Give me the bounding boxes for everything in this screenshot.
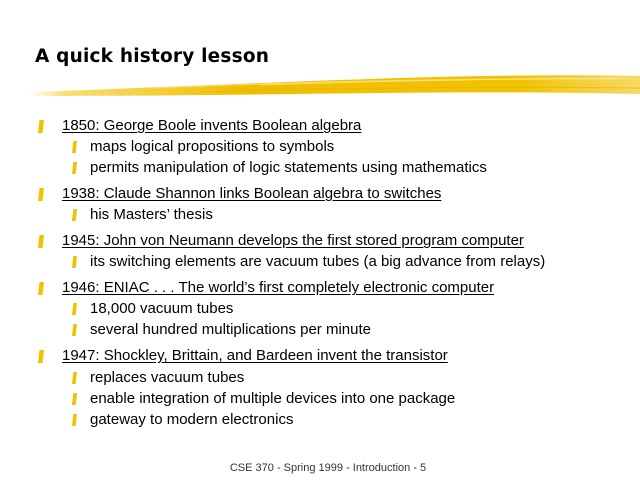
sub-bullet: permits manipulation of logic statements using mathematics: [90, 159, 487, 176]
bullet-heading: 1938: Claude Shannon links Boolean algebra to switches: [62, 185, 442, 202]
sub-bullet: several hundred multiplications per minute: [90, 321, 371, 338]
sub-bullet: replaces vacuum tubes: [90, 369, 245, 386]
bullet-heading: 1945: John von Neumann develops the first stored program computer: [62, 232, 524, 249]
yellow-bar-icon: [72, 162, 77, 174]
yellow-bar-icon: [72, 324, 77, 336]
slide-title: A quick history lesson: [35, 46, 270, 67]
yellow-bar-icon: [38, 188, 44, 201]
sub-bullet: his Masters’ thesis: [90, 206, 213, 223]
yellow-bar-icon: [38, 235, 44, 248]
sub-bullet: 18,000 vacuum tubes: [90, 300, 234, 317]
sub-bullet: its switching elements are vacuum tubes (a big advance from relays): [90, 253, 546, 270]
bullet-heading: 1946: ENIAC . . . The world’s first completely electronic computer: [62, 279, 495, 296]
yellow-bar-icon: [72, 372, 77, 384]
sub-bullet: gateway to modern electronics: [90, 411, 294, 428]
yellow-bar-icon: [72, 303, 77, 315]
yellow-bar-icon: [72, 141, 77, 153]
yellow-bar-icon: [72, 414, 77, 426]
yellow-bar-icon: [38, 120, 44, 133]
yellow-bar-icon: [72, 393, 77, 405]
yellow-bar-icon: [72, 209, 77, 221]
yellow-bar-icon: [38, 350, 44, 363]
sub-bullet: enable integration of multiple devices into one package: [90, 390, 456, 407]
sub-bullet: maps logical propositions to symbols: [90, 138, 335, 155]
yellow-bar-icon: [72, 256, 77, 268]
yellow-bar-icon: [38, 282, 44, 295]
bullet-heading: 1850: George Boole invents Boolean algebra: [62, 117, 362, 134]
bullet-heading: 1947: Shockley, Brittain, and Bardeen invent the transistor: [62, 347, 448, 364]
slide-footer: CSE 370 - Spring 1999 - Introduction - 5: [229, 462, 427, 474]
